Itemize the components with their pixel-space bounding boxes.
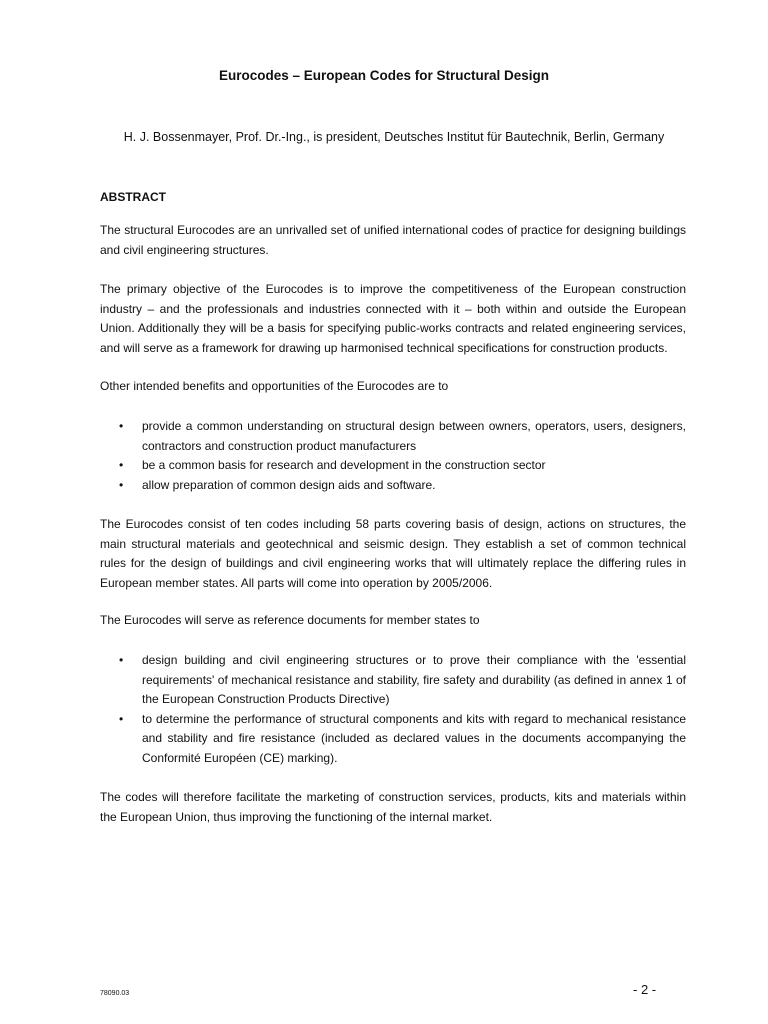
bullet-icon: • (119, 711, 124, 726)
list-item (100, 456, 686, 476)
paragraph-2: The primary objective of the Eurocodes is to improve the competitiveness of the European construction industry – and the professionals and industries connected with it – both within and outside the European Union. Additionally they will be a basis for specifying public-works contracts and related engineering services, and will serve as a framework for drawing up harmonised technical specifications for construction products. (100, 282, 686, 355)
bullet-icon: • (119, 477, 124, 492)
page-number: - 2 - (633, 982, 657, 997)
bullet-icon: • (119, 419, 124, 433)
abstract-heading: ABSTRACT (100, 190, 166, 204)
bullet-icon: • (119, 653, 124, 667)
list-item (100, 710, 686, 769)
paragraph-1: The structural Eurocodes are an unrivalled set of unified international codes of practice for designing buildings and civil engineering structures. (100, 223, 686, 257)
list-item-text: provide a common understanding on structural design between owners, operators, users, designers, contractors and construction product manufacturers (142, 419, 686, 453)
list-item-text: be a common basis for research and development in the construction sector (142, 458, 546, 472)
paragraph-5: The Eurocodes will serve as reference documents for member states to (100, 613, 480, 627)
paragraph-6: The codes will therefore facilitate the marketing of construction services, products, kits and materials within the European Union, thus improving the functioning of the internal market. (100, 790, 686, 824)
page-title: Eurocodes – European Codes for Structural Design (218, 68, 550, 83)
paragraph-3: Other intended benefits and opportunities of the Eurocodes are to (100, 379, 449, 393)
author-line: H. J. Bossenmayer, Prof. Dr.-Ing., is president, Deutsches Institut für Bautechnik, Berlin, Germany (123, 130, 665, 144)
document-code: 78090.03 (100, 990, 130, 997)
paragraph-4: The Eurocodes consist of ten codes including 58 parts covering basis of design, actions on structures, the main structural materials and geotechnical and seismic design. They establish a set of common technical rules for the design of buildings and civil engineering works that will ultimately replace the differing rules in European member states. All parts will come into operation by 2005/2006. (100, 517, 686, 590)
list-item (100, 476, 686, 496)
list-item (100, 651, 686, 710)
list-item-text: to determine the performance of structural components and kits with regard to mechanical resistance and stability and fire resistance (included as declared values in the documents accompanying the Conformité Européen (CE) marking). (142, 711, 686, 765)
list-item-text: design building and civil engineering structures or to prove their compliance with the 'essential requirements' of mechanical resistance and stability, fire safety and durability (as defined in annex 1 of the European Construction Products Directive) (142, 653, 686, 706)
bullet-icon: • (119, 458, 124, 472)
benefits-list (100, 417, 686, 495)
list-item-text: allow preparation of common design aids and software. (142, 477, 436, 492)
list-item (100, 417, 686, 456)
reference-list (100, 651, 686, 768)
